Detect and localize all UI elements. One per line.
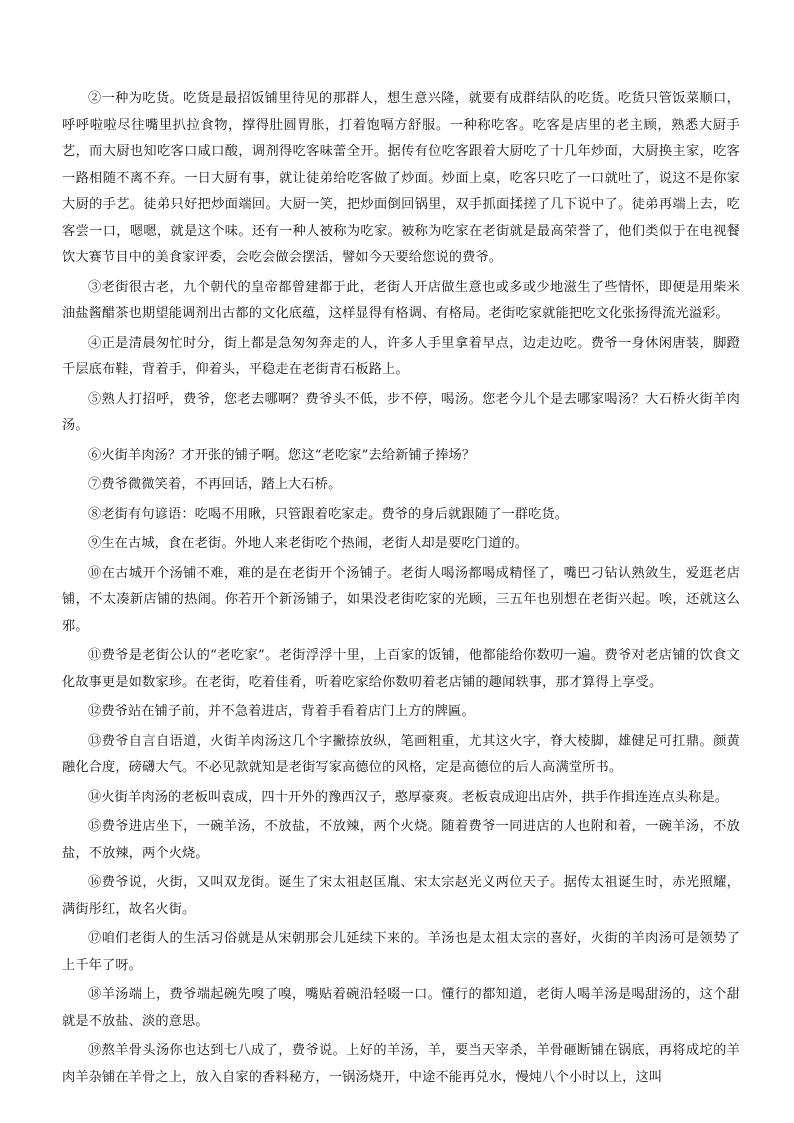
paragraph-15: ⑮费爷进店坐下，一碗羊汤，不放盐，不放辣，两个火烧。随着费爷一同进店的人也附和着，一碗羊汤，不放盐，不放辣，两个火烧。	[62, 819, 740, 861]
paragraph-14: ⑭火街羊肉汤的老板叫袁成，四十开外的豫西汉子，憨厚豪爽。老板袁成迎出店外，拱手作揖连连点头称是。	[88, 789, 729, 805]
paragraph-12: ⑫费爷站在铺子前，并不急着进店，背着手看着店门上方的牌匾。	[88, 704, 475, 719]
paragraph-2: ②一种为吃货。吃货是最招饭铺里待见的那群人，想生意兴隆，就要有成群结队的吃货。吃货只管饭菜顺口，呼呼啦啦尽往嘴里扒拉食物，撑得肚圆胃胀，打着饱嗝方舒服。一种称吃客。吃客是店里的老主顾，熟悉大厨手艺，而大厨也知吃客口咸口酸，调剂得吃客味蕾全开。据传有位吃客跟着大厨吃了十几年炒面，大厨换主家，吃客一路相随不离不弃。一日大厨有事，就让徒弟给吃客做了炒面。炒面上桌，吃客只吃了一口就吐了，说这不是你家大厨的手艺。徒弟只好把炒面端回。大厨一笑，把炒面倒回锅里，双手抓面揉搓了几下说中了。徒弟再端上去，吃客尝一口，嗯嗯，就是这个味。还有一种人被称为吃家。被称为吃家在老街就是最高荣誉了，他们类似于在电视餐饮大赛节目中的美食家评委，会吃会做会摆活，譬如今天要给您说的费爷。	[62, 91, 740, 265]
paragraph-19: ⑲熬羊骨头汤你也达到七八成了，费爷说。上好的羊汤，羊，要当天宰杀，羊骨砸断铺在锅底，再将成坨的羊肉羊杂铺在羊骨之上，放入自家的香料秘方，一锅汤烧开，中途不能再兑水，慢炖八个小时以上，这叫	[62, 1043, 740, 1085]
paragraph-10: ⑩在古城开个汤铺不难，难的是在老街开个汤铺子。老街人喝汤都喝成精怪了，嘴巴刁钻认熟敛生，爱逛老店铺，不太凑新店铺的热闹。你若开个新汤铺子，如果没老街吃家的光顾，三五年也别想在老街兴起。唉，还就这么邪。	[62, 565, 740, 634]
paragraph-9: ⑨生在古城，食在老街。外地人来老街吃个热闹，老街人却是要吃门道的。	[88, 536, 529, 551]
paragraph-18: ⑱羊汤端上，费爷端起碗先嗅了嗅，嘴贴着碗沿轻啜一口。懂行的都知道，老街人喝羊汤是喝甜汤的，这个甜就是不放盐、淡的意思。	[62, 987, 740, 1029]
article-body	[62, 86, 740, 1094]
paragraph-16: ⑯费爷说，火街，又叫双龙街。诞生了宋太祖赵匡胤、宋太宗赵光义两位天子。据传太祖诞生时，赤光照耀，满街彤红，故名火街。	[62, 875, 740, 917]
paragraph-3: ③老街很古老，九个朝代的皇帝都曾建都于此，老街人开店做生意也或多或少地滋生了些情怀，即便是用柴米油盐酱醋茶也期望能调剂出古都的文化底蕴，这样显得有格调、有格局。老街吃家就能把吃文化张扬得流光溢彩。	[62, 279, 740, 321]
paragraph-17: ⑰咱们老街人的生活习俗就是从宋朝那会儿延续下来的。羊汤也是太祖太宗的喜好，火街的羊肉汤可是领势了上千年了呀。	[62, 931, 740, 973]
paragraph-7: ⑦费爷微微笑着，不再回话，踏上大石桥。	[88, 477, 342, 492]
paragraph-8: ⑧老街有句谚语：吃喝不用瞅，只管跟着吃家走。费爷的身后就跟随了一群吃货。	[88, 506, 569, 522]
paragraph-13: ⑬费爷自言自语道，火街羊肉汤这几个字撇捺放纵，笔画粗重，尤其这火字，脊大棱脚，雄健足可扛鼎。颜黄融化合度，磅礴大气。不必见款就知是老街写家高德位的风格，定是高德位的后人高满堂所书。	[62, 733, 740, 775]
paragraph-11: ⑪费爷是老街公认的“老吃家”。老街浮浮十里，上百家的饭铺，他都能给你数叨一遍。费爷对老店铺的饮食文化故事更是如数家珍。在老街，吃着佳肴，听着吃家给你数叨着老店铺的趣闻轶事，那才算得上享受。	[62, 648, 740, 690]
paragraph-5: ⑤熟人打招呼，费爷，您老去哪啊？费爷头不低，步不停，喝汤。您老今儿个是去哪家喝汤？大石桥火街羊肉汤。	[62, 391, 740, 433]
paragraph-4: ④正是清晨匆忙时分，街上都是急匆匆奔走的人，许多人手里拿着早点，边走边吃。费爷一身休闲唐装，脚蹬千层底布鞋，背着手，仰着头，平稳走在老街青石板路上。	[62, 335, 740, 377]
paragraph-6: ⑥火街羊肉汤？才开张的铺子啊。您这“老吃家”去给新铺子捧场？	[88, 447, 476, 463]
